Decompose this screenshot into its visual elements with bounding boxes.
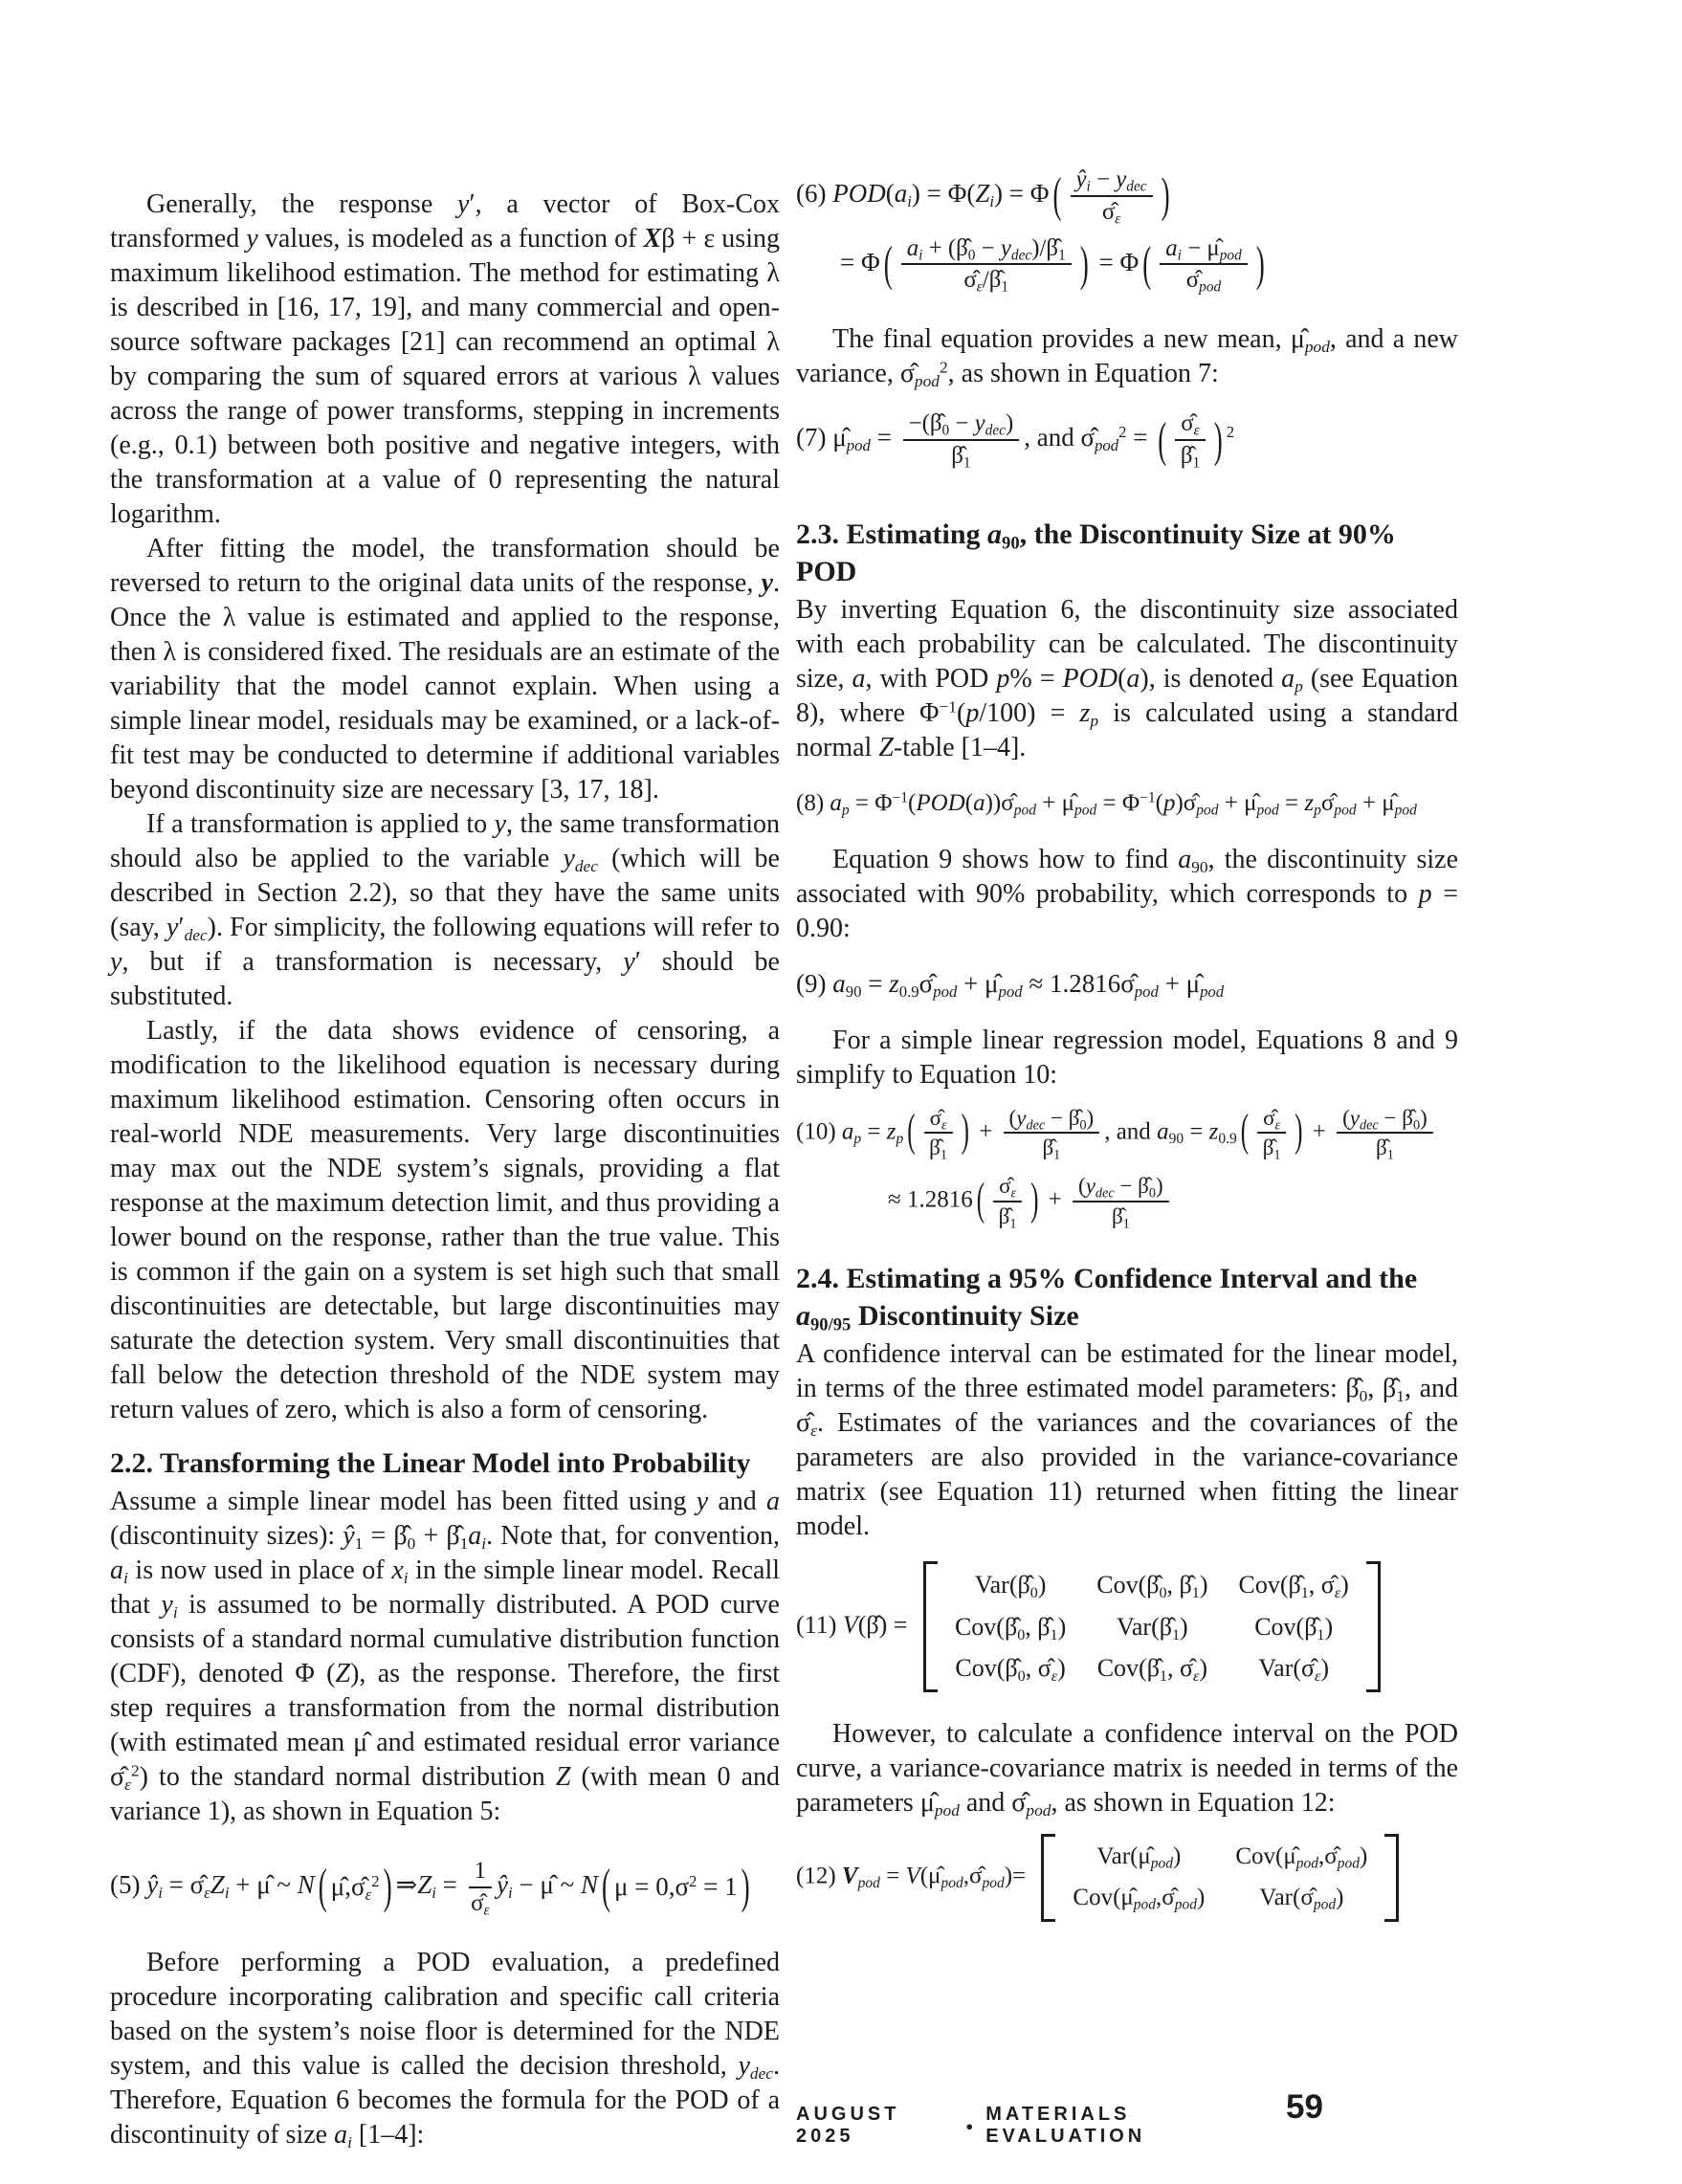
right-column xyxy=(796,161,1458,1922)
equation-7: (7) $\mû_{pod}$ = $\frac{-(\betâ_0 - y_{dec})}{\betâ_1}$ , and $\sigmâ_{pod}^2$ = ( $\frac{\sigmâ_\varepsilon}{\betâ_1}$ ) $^2$ xyxy=(796,410,1235,472)
para-equation-9-intro: Equation 9 shows how to find $a_{90}$, the discontinuity size associated with 90% probability, which corresponds to p = 0.90: xyxy=(796,844,1458,943)
footer-bullet-icon: ● xyxy=(965,2118,974,2133)
equation-9: (9) $a_{90}$ = $z_{0.9}\sigmâ_{pod}$ + $\mû_{pod}$ ≈ $1.2816\sigmâ_{pod}$ + $\mû_{pod}$ xyxy=(796,968,1225,1001)
para-transformation-ydec: If a transformation is applied to y, the same transformation should also be applied to the variable $y_{dec}$ (which will be described in Section 2.2), so that they have the same units (say, $y'_{dec}$). For simplicity, the following equations will refer to y, but if a transformation is necessary, y′ should be substituted. xyxy=(110,809,781,1011)
equation-12: (12) $V_{pod}$ = $V(\mû_{pod},\sigmâ_{pod})=$ $Var(\mû_{pod})$ $Cov(\mû_{pod},\sigmâ_{pod})$ $Cov(\mû_{pod},\sigmâ_{pod})$ $Var(\sigmâ_{pod})$ xyxy=(796,1834,1458,1922)
para-boxcox-intro: Generally, the response y′, a vector of Box-Cox transformed y values, is modeled as a function of Xβ + ε using maximum likelihood estimation. The method for estimating λ is described in [16, 17, 19], and many commercial and open-source software packages [21] can recommend an optimal λ by comparing the sum of squared errors at various λ values across the range of power transforms, stepping in increments (e.g., 0.1) between both positive and negative integers, with the transformation at a value of 0 representing the natural logarithm. xyxy=(110,189,781,529)
heading-section-2-2: 2.2. Transforming the Linear Model into Probability xyxy=(110,1447,751,1479)
para-before-pod-evaluation: Before performing a POD evaluation, a predefined procedure incorporating calibration and specific call criteria based on the system’s noise floor is determined for the NDE system, and this value is called the decision threshold, $y_{dec}$. Therefore, Equation 6 becomes the formula for the POD of a discontinuity of size $a_i$ [1–4]: xyxy=(110,1947,780,2151)
equation-10-line1: (10) $a_p = z_p$ ( $\frac{\sigmâ_\varepsilon}{\betâ_1}$ ) + $\frac{(y_{dec} - \betâ_0)}{\betâ_1}$ , and $a_{90} = z_{0.9}$ ( $\frac{\sigmâ_\varepsilon}{\betâ_1}$ ) + $\frac{(y_{dec} - \betâ_0)}{\betâ_1}$ xyxy=(796,1106,1458,1161)
para-final-equation: The final equation provides a new mean, $\mû_{pod}$, and a new variance, $\sigmâ_{pod}^2$, as shown in Equation 7: xyxy=(796,324,1458,391)
para-however-pod-curve: However, to calculate a confidence interval on the POD curve, a variance-covariance matrix is needed in terms of the parameters $\mû_{pod}$ and $\sigmâ_{pod}$, as shown in Equation 12: xyxy=(796,1719,1458,1820)
para-assume-linear-model: Assume a simple linear model has been fitted using y and a (discontinuity sizes): $ŷ_1$ = $\betâ_0$ + $\betâ_1a_i$. Note that, for convention, $a_i$ is now used in place of $x_i$ in the simple linear model. Recall that $y_i$ is assumed to be normally distributed. A POD curve consists of a standard normal cumulative distribution function (CDF), denoted Φ (Z), as the response. Therefore, the first step requires a transformation from the normal distribution (with estimated mean μ̂ and estimated residual error variance $\sigmâ_\varepsilon^2$) to the standard normal distribution Z (with mean 0 and variance 1), as shown in Equation 5: xyxy=(110,1487,781,1826)
para-after-fitting: After fitting the model, the transformation should be reversed to return to the original data units of the response, y. Once the λ value is estimated and applied to the response, then λ is considered fixed. The residuals are an estimate of the variability that the model cannot explain. When using a simple linear model, residuals may be examined, or a lack-of-fit test may be conducted to determine if additional variables beyond discontinuity size are necessary [3, 17, 18]. xyxy=(110,534,780,805)
footer-date: AUGUST 2025 xyxy=(796,2104,900,2147)
page-number: 59 xyxy=(1286,2088,1323,2126)
left-column xyxy=(110,188,780,2152)
heading-section-2-3: 2.3. Estimating $a_{90}$, the Discontinuity Size at 90% POD xyxy=(796,518,1396,587)
para-simplify-equation-10: For a simple linear regression model, Equations 8 and 9 simplify to Equation 10: xyxy=(796,1025,1458,1090)
equation-8: (8) $a_p$ = $\Phi^{-1}(POD(a))\sigmâ_{pod}$ + $\mû_{pod}$ = $\Phi^{-1}(p)\sigmâ_{pod}$ + $\mû_{pod}$ = $z_p\sigmâ_{pod}$ + $\mû_{pod}$ xyxy=(796,789,1417,819)
footer xyxy=(796,2104,1274,2148)
footer-journal-title: MATERIALS EVALUATION xyxy=(985,2104,1146,2147)
equation-6-line1: (6) $POD(a_i) = \Phi(Z_i) = \Phi$ ( $\frac{ŷ_i - y_{dec}}{\sigmâ_\varepsilon}$ ) xyxy=(796,166,1170,228)
para-confidence-interval: A confidence interval can be estimated for the linear model, in terms of the three estimated model parameters: $\betâ_0$, $\betâ_1$, and $\sigmâ_\varepsilon$. Estimates of the variances and the covariances of the parameters are also provided in the variance-covariance matrix (see Equation 11) returned when fitting the linear model. xyxy=(796,1338,1458,1541)
equation-6-line2: = Φ ( $\frac{a_i + (\betâ_0 - y_{dec})/\betâ_1}{\sigmâ_\varepsilon/\betâ_1}$ ) = Φ ( $\frac{a_i - \mû_{pod}}{\sigmâ_{pod}}$ ) xyxy=(840,234,1265,297)
para-censoring: Lastly, if the data shows evidence of censoring, a modification to the likelihood equation is necessary during maximum likelihood estimation. Censoring often occurs in real-world NDE measurements. Very large discontinuities may max out the NDE system’s signals, providing a flat response at the maximum detection limit, and thus providing a lower bound on the response, rather than the true value. This is common if the gain on a system is set high such that small discontinuities are detectable, but large discontinuities may saturate the detection system. Very small discontinuities that fall below the detection threshold of the NDE system may return values of zero, which is also a form of censoring. xyxy=(110,1016,780,1424)
equation-11: (11) V(β̂) = $Var(\betâ_0)$ $Cov(\betâ_0$, $\betâ_1$) $Cov(\betâ_1$, $\sigmâ_\varepsilon$) $Cov(\betâ_0$, $\betâ_1$) $Var(\betâ_1)$ $Cov(\betâ_1)$ $Cov(\betâ_0$, $\sigmâ_\varepsilon$) $Cov(\betâ_1$, $\sigmâ_\varepsilon$) $Var(\sigmâ_\varepsilon)$ xyxy=(796,1561,1458,1693)
heading-section-2-4: 2.4. Estimating a 95% Confidence Interval and the $a_{90/95}$ Discontinuity Size xyxy=(796,1262,1418,1335)
equation-10-line2: ≈ 1.2816 ( $\frac{\sigmâ_\varepsilon}{\betâ_1}$ ) + $\frac{(y_{dec} - \betâ_0)}{\betâ_1}$ xyxy=(888,1174,1458,1229)
equation-5: (5) $ŷ_i$ = $\sigmâ_\varepsilon Z_i$ + μ̂ ~ N ( $\mû,\sigmâ_\varepsilon^2$ ) $\Rightarrow Z_i$ = $\frac{1}{\sigmâ_\varepsilon}$ $ŷ_i$ − μ̂ ~ N ( $\mu = 0,\sigma^2 = 1$ ) xyxy=(110,1858,750,1919)
para-inverting-equation-6: By inverting Equation 6, the discontinuity size associated with each probability can be calculated. The discontinuity size, a, with POD p% = POD(a), is denoted $a_p$ (see Equation 8), where $\Phi^{-1}(p/100) = z_p$ is calculated using a standard normal Z-table [1–4]. xyxy=(796,594,1458,762)
